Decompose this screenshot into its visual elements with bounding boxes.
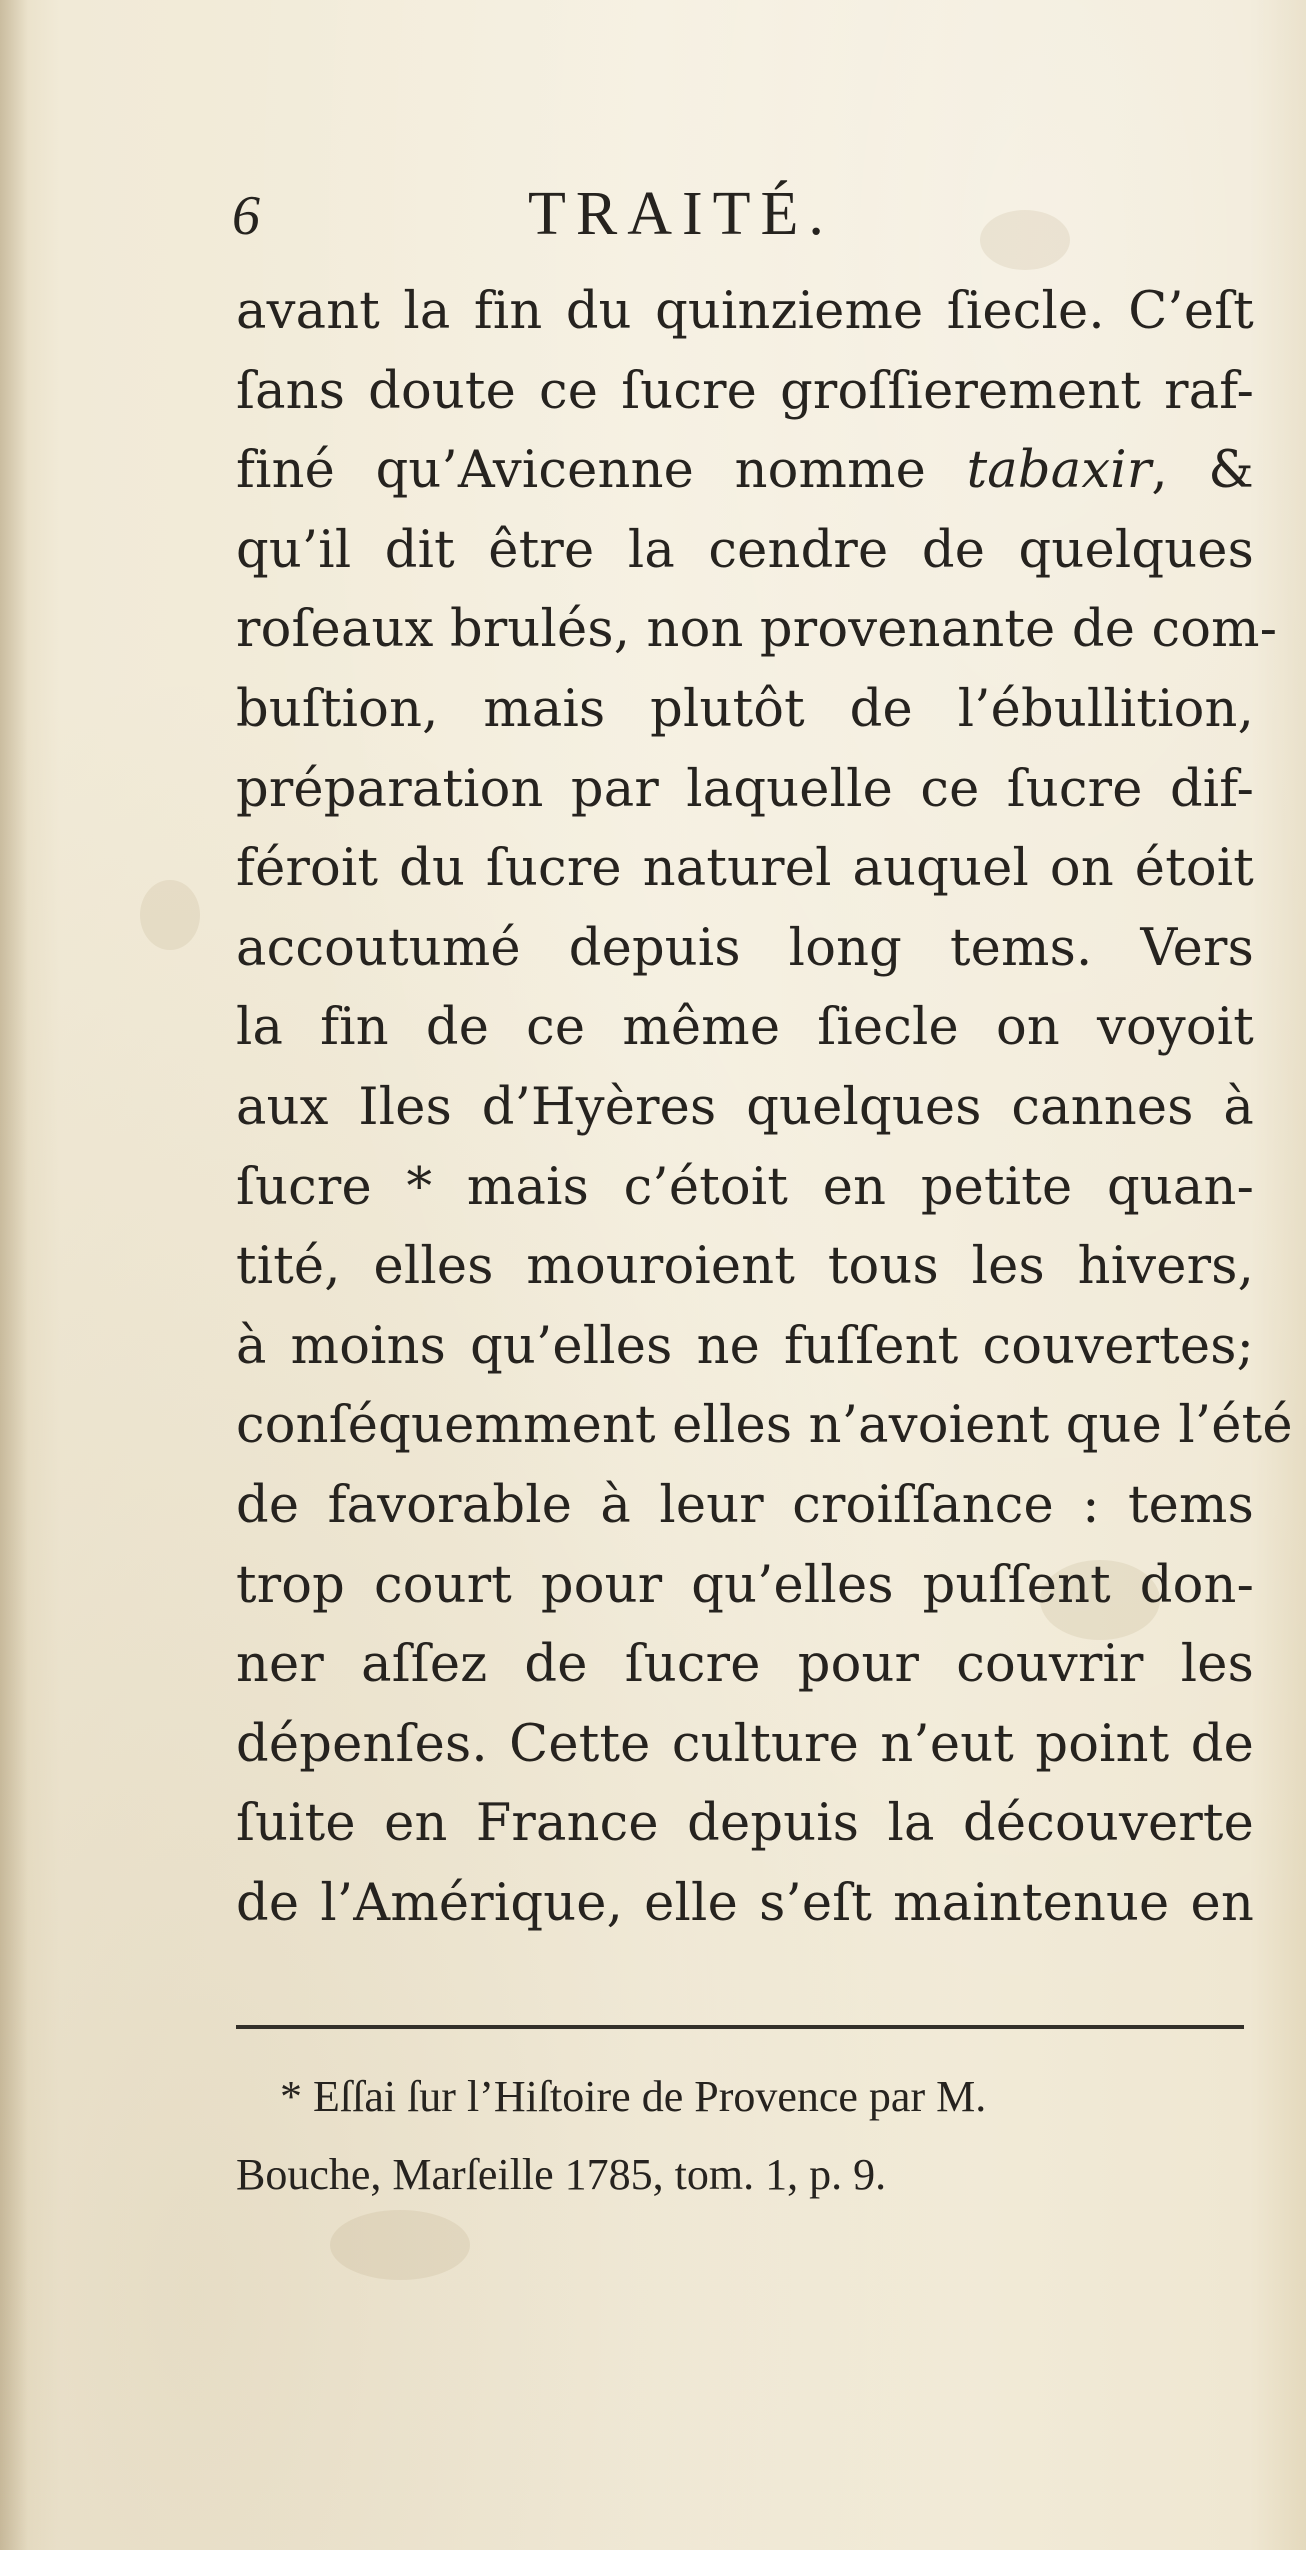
text-line: finé qu’Avicenne nomme tabaxir, & — [236, 441, 1254, 501]
text-line: féroit du ſucre naturel auquel on étoit — [236, 839, 1254, 899]
footnote-line: Bouche, Marſeille 1785, tom. 1, p. 9. — [236, 2150, 887, 2199]
text-line: buſtion, mais plutôt de l’ébullition, — [236, 679, 1254, 739]
text-line: ner aſſez de ſucre pour couvrir les — [236, 1635, 1254, 1695]
running-title: TRAITÉ. — [528, 180, 834, 248]
italic-term: tabaxir — [966, 441, 1152, 501]
body-text — [236, 272, 1293, 1943]
text-line: roſeaux brulés, non provenante de com- — [236, 600, 1278, 660]
page-number: 6 — [232, 185, 260, 247]
footnote-rule — [236, 2025, 1244, 2029]
text-line: accoutumé depuis long tems. Vers — [236, 918, 1254, 978]
text-line: à moins qu’elles ne fuſſent couvertes; — [236, 1316, 1254, 1376]
gutter-shadow — [0, 0, 28, 2550]
text-line: dépenſes. Cette culture n’eut point de — [236, 1714, 1254, 1774]
text-line: avant la fin du quinzieme ſiecle. C’eſt — [236, 282, 1254, 341]
text-line: de l’Amérique, elle s’eſt maintenue en — [236, 1873, 1254, 1933]
text-line: conſéquemment elles n’avoient que l’été — [236, 1396, 1293, 1456]
text-line: qu’il dit être la cendre de quelques — [236, 520, 1254, 580]
text-line: aux Iles d’Hyères quelques cannes à — [236, 1077, 1254, 1137]
text-line: préparation par laquelle ce ſucre dif- — [236, 759, 1254, 819]
footnote-line: * Eſſai ſur l’Hiſtoire de Provence par M. — [280, 2072, 987, 2121]
paper-stain — [330, 2210, 470, 2280]
text-line: trop court pour qu’elles puſſent don- — [236, 1555, 1254, 1615]
paper-stain — [140, 880, 200, 950]
text-line: ſans doute ce ſucre groſſierement raf- — [236, 361, 1254, 421]
text-line: de favorable à leur croiſſance : tems — [236, 1475, 1254, 1535]
running-head — [228, 176, 1008, 256]
text-line: ſucre * mais c’étoit en petite quan- — [236, 1157, 1254, 1217]
text-line: la fin de ce même ſiecle on voyoit — [236, 998, 1254, 1058]
footnote — [236, 2058, 1244, 2214]
text-line: ſuite en France depuis la découverte — [236, 1794, 1254, 1854]
text-line: tité, elles mouroient tous les hivers, — [236, 1237, 1254, 1297]
